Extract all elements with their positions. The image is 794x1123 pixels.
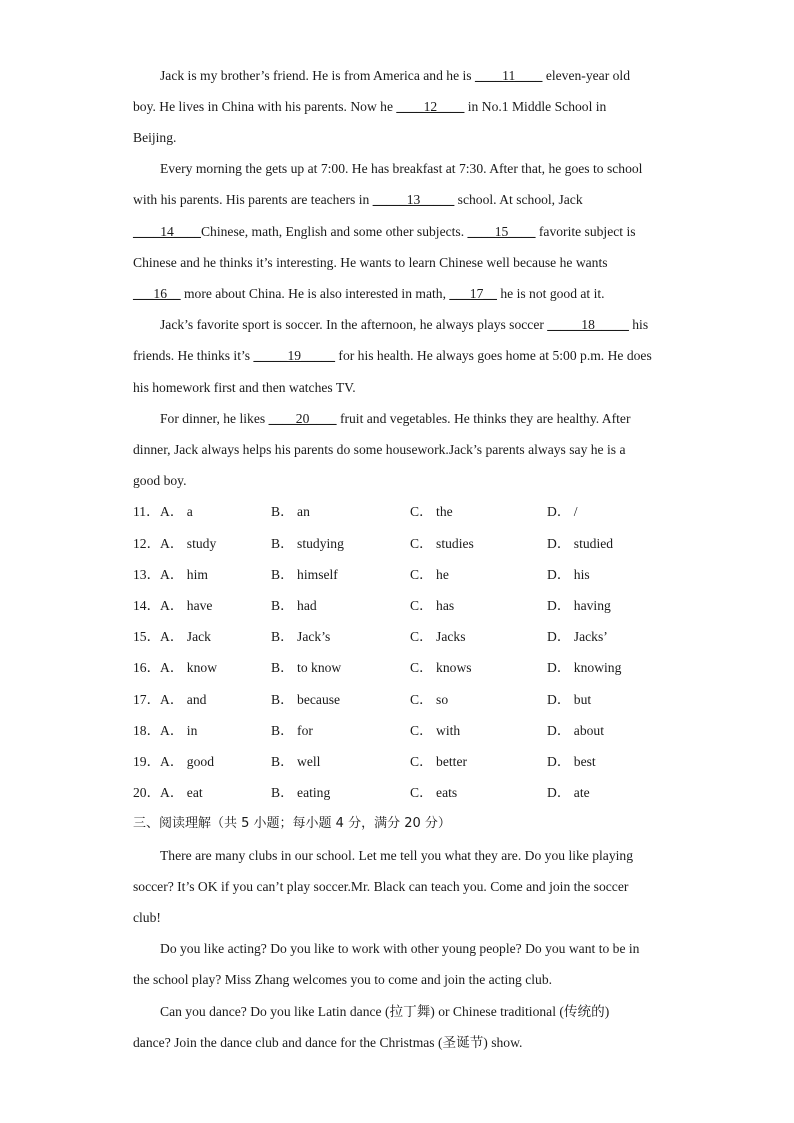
text: Chinese, math, English and some other subjects.	[200, 224, 468, 239]
passage-line: dance? Join the dance club and dance for the Christmas (圣诞节) show.	[133, 1035, 523, 1050]
option-c: C． has	[410, 598, 455, 613]
option-c: C． better	[410, 754, 468, 769]
passage-line: the school play? Miss Zhang welcomes you to come and join the acting club.	[133, 972, 553, 987]
text: For dinner, he likes	[160, 411, 269, 426]
option-a: A． in	[160, 723, 198, 738]
text: with his parents. His parents are teachers in	[133, 192, 373, 207]
passage-line	[133, 97, 606, 117]
passage-line: soccer? It’s OK if you can’t play soccer.Mr. Black can teach you. Come and join the soccer	[133, 879, 629, 894]
option-c: C． eats	[410, 785, 458, 800]
passage-line: Every morning the gets up at 7:00. He has breakfast at 7:30. After that, he goes to school	[160, 161, 643, 176]
question-number: 16．	[133, 660, 161, 675]
passage-line	[160, 315, 648, 335]
passage-line: his homework first and then watches TV.	[133, 380, 356, 395]
option-d: D． best	[547, 754, 596, 769]
option-d: D． /	[547, 504, 578, 519]
text: for his health. He always goes home at 5:00 p.m. He does	[335, 348, 652, 363]
option-b: B． Jack’s	[271, 629, 331, 644]
option-a: A． eat	[160, 785, 203, 800]
question-number: 14．	[133, 598, 161, 613]
text: Jack is my brother’s friend. He is from America and he is	[160, 68, 475, 83]
blank-15: ____15____	[467, 224, 536, 239]
text: eleven-year old	[542, 68, 630, 83]
option-c: C． Jacks	[410, 629, 466, 644]
option-c: C． so	[410, 692, 449, 707]
option-b: B． because	[271, 692, 341, 707]
text: in No.1 Middle School in	[464, 99, 607, 114]
option-d: D． knowing	[547, 660, 622, 675]
section-heading: 三、阅读理解（共 5 小题；每小题 4 分，满分 20 分）	[133, 816, 451, 831]
option-a: A． a	[160, 504, 193, 519]
text: Jack’s favorite sport is soccer. In the afternoon, he always plays soccer	[160, 317, 548, 332]
passage-line: club!	[133, 910, 161, 925]
option-b: B． to know	[271, 660, 342, 675]
option-b: B． an	[271, 504, 310, 519]
question-number: 17．	[133, 692, 161, 707]
question-number: 15．	[133, 629, 161, 644]
option-c: C． the	[410, 504, 453, 519]
blank-14: ____14____	[133, 224, 201, 239]
option-a: A． study	[160, 536, 217, 551]
text: he is not good at it.	[496, 286, 605, 301]
option-a: A． and	[160, 692, 207, 707]
option-d: D． about	[547, 723, 605, 738]
blank-20: ____20____	[268, 411, 337, 426]
option-b: B． himself	[271, 567, 338, 582]
passage-line: Do you like acting? Do you like to work with other young people? Do you want to be in	[160, 941, 640, 956]
passage-line: Chinese and he thinks it’s interesting. He wants to learn Chinese well because he wants	[133, 255, 608, 270]
option-c: C． knows	[410, 660, 472, 675]
question-number: 11．	[133, 504, 160, 519]
option-d: D． having	[547, 598, 611, 613]
text: his	[628, 317, 649, 332]
option-b: B． well	[271, 754, 321, 769]
passage-line	[133, 190, 583, 210]
blank-13: _____13_____	[372, 192, 455, 207]
blank-11: ____11____	[474, 68, 543, 83]
option-a: A． good	[160, 754, 214, 769]
question-number: 19．	[133, 754, 161, 769]
passage-line	[160, 66, 630, 86]
option-b: B． had	[271, 598, 317, 613]
option-d: D． studied	[547, 536, 614, 551]
blank-17: ___17__	[449, 286, 497, 301]
option-d: D． his	[547, 567, 590, 582]
option-a: A． him	[160, 567, 208, 582]
passage-line	[160, 409, 630, 429]
text: boy. He lives in China with his parents. Now he	[133, 99, 397, 114]
option-b: B． eating	[271, 785, 331, 800]
question-number: 20．	[133, 785, 161, 800]
text: school. At school, Jack	[454, 192, 583, 207]
text: friends. He thinks it’s	[133, 348, 254, 363]
option-c: C． studies	[410, 536, 474, 551]
passage-line	[133, 222, 636, 242]
text: more about China. He is also interested in math,	[180, 286, 450, 301]
question-number: 12．	[133, 536, 161, 551]
blank-16: ___16__	[133, 286, 181, 301]
blank-19: _____19_____	[253, 348, 336, 363]
question-number: 13．	[133, 567, 161, 582]
option-c: C． with	[410, 723, 461, 738]
passage-line: Can you dance? Do you like Latin dance (拉丁舞) or Chinese traditional (传统的)	[160, 1004, 610, 1019]
option-d: D． Jacks’	[547, 629, 608, 644]
passage-line: There are many clubs in our school. Let me tell you what they are. Do you like playing	[160, 848, 634, 863]
option-b: B． for	[271, 723, 313, 738]
option-c: C． he	[410, 567, 449, 582]
passage-line	[133, 284, 605, 304]
passage-line: Beijing.	[133, 130, 177, 145]
option-a: A． Jack	[160, 629, 211, 644]
option-d: D． but	[547, 692, 592, 707]
option-a: A． have	[160, 598, 213, 613]
text: fruit and vegetables. He thinks they are healthy. After	[336, 411, 631, 426]
option-a: A． know	[160, 660, 218, 675]
blank-12: ____12____	[396, 99, 465, 114]
blank-18: _____18_____	[547, 317, 629, 332]
text: favorite subject is	[535, 224, 636, 239]
passage-line: good boy.	[133, 473, 187, 488]
passage-line: dinner, Jack always helps his parents do some housework.Jack’s parents always say he is a	[133, 442, 626, 457]
option-d: D． ate	[547, 785, 590, 800]
option-b: B． studying	[271, 536, 344, 551]
question-number: 18．	[133, 723, 161, 738]
passage-line	[133, 346, 652, 366]
